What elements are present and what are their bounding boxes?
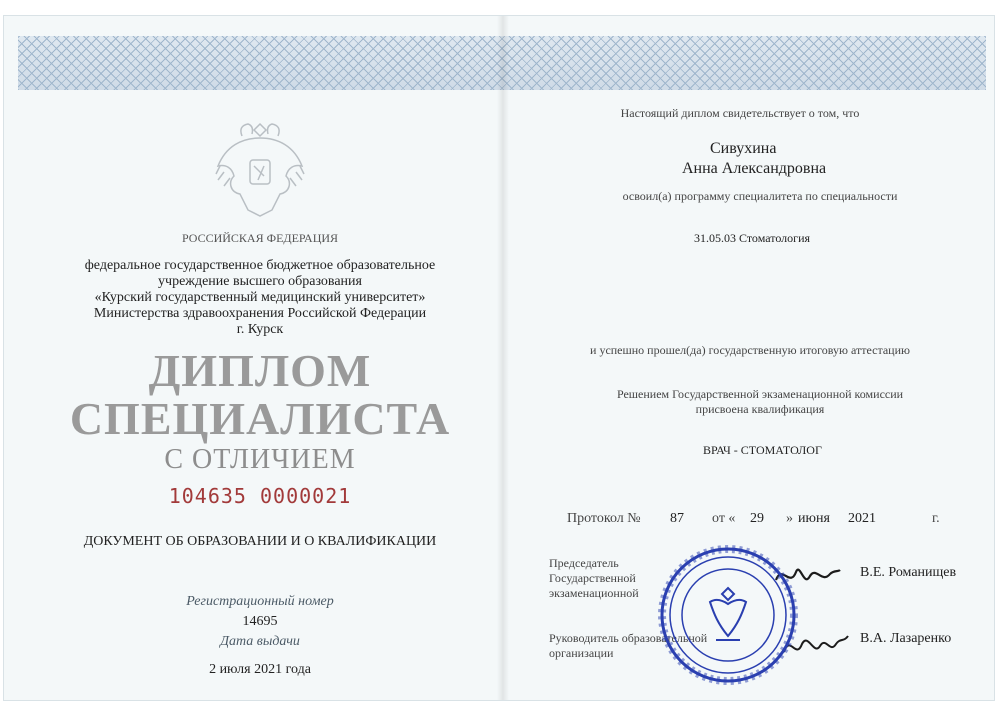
title-diplom: ДИПЛОМ xyxy=(148,345,372,396)
decision-line-2: присвоена квалификация xyxy=(695,402,825,416)
title-specialist: СПЕЦИАЛИСТА xyxy=(69,393,451,444)
institution-line-3: «Курский государственный медицинский университет» xyxy=(94,290,426,305)
protocol-from: от « xyxy=(712,511,736,526)
coat-of-arms-emblem xyxy=(212,116,308,224)
head-name: В.А. Лазаренко xyxy=(860,631,952,646)
chair-label-3: экзаменационной xyxy=(549,586,639,600)
official-seal-stamp xyxy=(658,540,798,690)
institution-line-4: Министерства здравоохранения Российской Федерации xyxy=(93,306,427,321)
institution-line-1: федеральное государственное бюджетное образовательное xyxy=(84,258,436,273)
protocol-month: июня xyxy=(798,511,830,526)
qualification: ВРАЧ - СТОМАТОЛОГ xyxy=(703,443,822,457)
issue-date: 2 июля 2021 года xyxy=(209,662,311,677)
title-with-honors: С ОТЛИЧИЕМ xyxy=(164,444,356,475)
head-label-1: Руководитель образовательной xyxy=(549,631,708,645)
attestation-text: и успешно прошел(да) государственную итоговую аттестацию xyxy=(590,343,910,357)
protocol-close-quote: » xyxy=(786,511,793,526)
registration-number: 14695 xyxy=(242,614,278,629)
graduate-given-names: Анна Александровна xyxy=(682,160,827,177)
institution-line-2: учреждение высшего образования xyxy=(158,274,362,289)
chair-label-1: Председатель xyxy=(549,556,619,570)
head-label-2: организации xyxy=(549,646,614,660)
issue-date-label: Дата выдачи xyxy=(220,634,300,649)
institution-line-5: г. Курск xyxy=(236,322,284,337)
protocol-number: 87 xyxy=(670,511,684,526)
protocol-year: 2021 xyxy=(848,511,876,526)
program-text: освоил(а) программу специалитета по специальности xyxy=(622,189,898,203)
specialty: 31.05.03 Стоматология xyxy=(694,231,811,245)
protocol-year-suffix: г. xyxy=(932,511,940,526)
intro-text: Настоящий диплом свидетельствует о том, что xyxy=(620,106,860,120)
document-type: ДОКУМЕНТ ОБ ОБРАЗОВАНИИ И О КВАЛИФИКАЦИИ xyxy=(83,534,437,549)
decision-line-1: Решением Государственной экзаменационной комиссии xyxy=(616,387,904,401)
registration-label: Регистрационный номер xyxy=(186,594,334,609)
chair-label-2: Государственной xyxy=(549,571,636,585)
protocol-day: 29 xyxy=(750,511,764,526)
chair-name: В.Е. Романищев xyxy=(860,565,957,580)
country-name: РОССИЙСКАЯ ФЕДЕРАЦИЯ xyxy=(181,231,339,245)
serial-number: 104635 0000021 xyxy=(168,484,352,508)
graduate-surname: Сивухина xyxy=(710,140,777,157)
center-fold xyxy=(497,16,509,700)
protocol-label: Протокол № xyxy=(567,511,641,526)
